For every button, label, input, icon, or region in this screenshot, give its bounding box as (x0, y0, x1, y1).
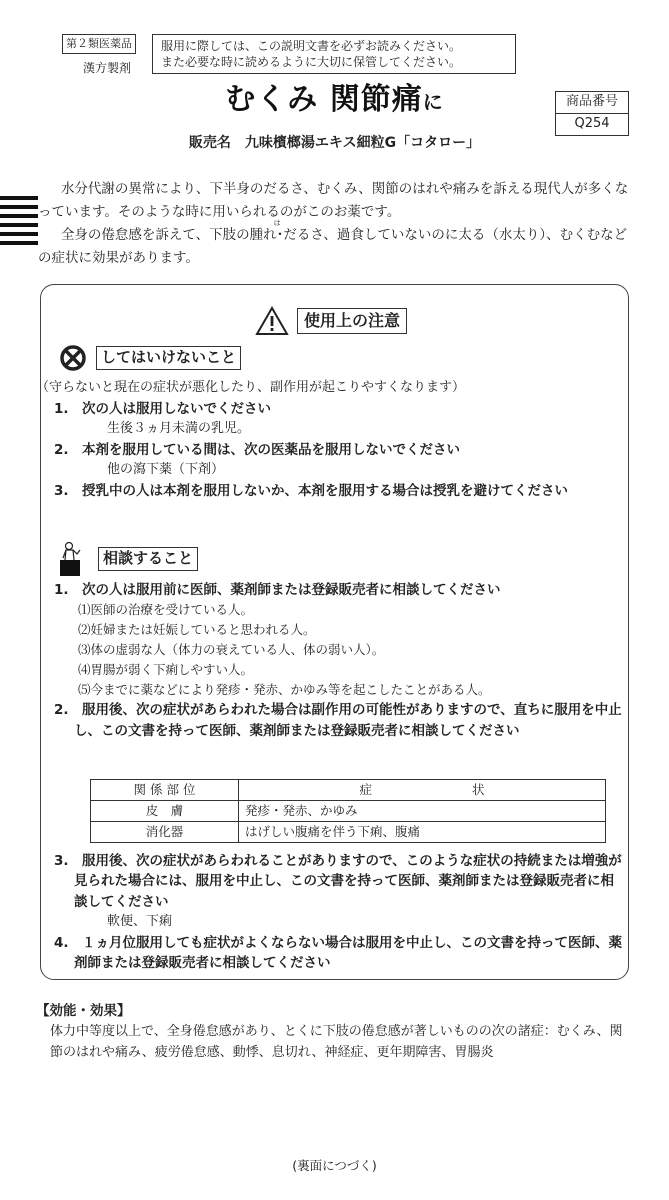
table-cell: 消化器 (91, 822, 239, 843)
sales-name-value: 九味檳榔湯エキス細粒G「コタロー」 (244, 135, 481, 151)
table-cell: 発疹・発赤、かゆみ (239, 801, 606, 822)
intro-paragraph-1: 水分代謝の異常により、下半身のだるさ、むくみ、関節のはれや痛みを訴える現代人が多くなっています。そのような時に用いられるのがこのお薬です。 (38, 181, 629, 220)
dont-item-1: 1. 次の人は服用しないでください (54, 400, 272, 417)
consult-sub-4: ⑷胃腸が弱く下痢しやすい人。 (78, 662, 254, 678)
notice-line-1: 服用に際しては、この説明文書を必ずお読みください。 (161, 39, 462, 53)
prohibition-icon (56, 345, 90, 371)
consult-sub-1: ⑴医師の治療を受けている人。 (78, 602, 254, 618)
notice-line-2: また必要な時に読めるように大切に保管してください。 (161, 55, 462, 70)
dont-item-1-detail: 生後３ヵ月未満の乳児。 (107, 421, 251, 437)
consult-item-3: 3. 服用後、次の症状があらわれることがありますので、このような症状の持続または増強が見られた場合には、服用を中止し、この文書を持って医師、薬剤師または登録販売者に相談してください (54, 853, 622, 910)
effect-heading: 【効能・効果】 (36, 1003, 131, 1019)
sales-name-label: 販売名 (188, 135, 231, 151)
caution-heading (255, 306, 407, 336)
consult-heading (58, 540, 198, 578)
table-header-row (91, 780, 606, 801)
read-notice-box (152, 34, 516, 74)
title-suffix: に (422, 90, 444, 114)
dont-item-2-detail: 他の瀉下薬（下剤） (107, 462, 225, 478)
caution-title: 使用上の注意 (297, 308, 407, 333)
consult-section (44, 580, 624, 741)
consult-item-2: 2. 服用後、次の症状があらわれた場合は副作用の可能性がありますので、直ちに服用を中止し、この文書を持って医師、薬剤師または登録販売者に相談してください (54, 702, 622, 739)
intro-paragraph-2: 全身の倦怠感を訴えて、下肢の腫 は れ･だるさ、過食していないのに太る（水太り）、むくむなどの症状に効果があります。 (38, 218, 628, 266)
sales-name (0, 133, 669, 153)
warning-triangle-icon (255, 306, 289, 336)
dont-heading (56, 345, 241, 371)
table-header-cell: 症 状 (239, 780, 606, 801)
table-cell: はげしい腹痛を伴う下痢、腹痛 (239, 822, 606, 843)
continued-note: (裏面につづく) (292, 1158, 377, 1173)
table-row (91, 822, 606, 843)
consult-item-4: 4. １ヵ月位服用しても症状がよくならない場合は服用を中止し、この文書を持って医師、薬剤師または登録販売者に相談してください (54, 934, 623, 971)
consult-item-1: 1. 次の人は服用前に医師、薬剤師または登録販売者に相談してください (54, 582, 501, 598)
table-row (91, 801, 606, 822)
consult-section-2 (44, 851, 624, 973)
product-number-box (555, 91, 629, 136)
table-cell: 皮 膚 (91, 801, 239, 822)
consult-sub-5: ⑸今までに薬などにより発疹・発赤、かゆみ等を起こしたことがある人。 (78, 682, 491, 698)
dont-item-2: 2. 本剤を服用している間は、次の医薬品を服用しないでください (54, 441, 461, 458)
product-number-label: 商品番号 (565, 94, 618, 109)
consult-item-3-detail: 軟便、下痢 (107, 913, 173, 929)
drug-category-label: 第２類医薬品 (62, 34, 136, 54)
dont-item-3: 3. 授乳中の人は本剤を服用しないか、本剤を服用する場合は授乳を避けてください (54, 482, 569, 499)
effect-body: 体力中等度以上で、全身倦怠感があり、とくに下肢の倦怠感が著しいものの次の諸症：むくみ、関節のはれや痛み、疲労倦怠感、動悸、息切れ、神経症、更年期障害、胃腸炎 (50, 1024, 623, 1060)
consult-sub-3: ⑶体の虚弱な人（体力の衰えている人、体の弱い人）。 (78, 642, 385, 658)
kampo-label: 漢方製剤 (83, 61, 132, 75)
consult-doctor-icon (58, 540, 84, 578)
consult-sub-2: ⑵妊婦または妊娠していると思われる人。 (78, 622, 316, 638)
dont-heading-label: してはいけないこと (96, 346, 241, 370)
intro-text (38, 178, 638, 270)
dont-note: （守らないと現在の症状が悪化したり、副作用が起こりやすくなります） (36, 380, 466, 395)
side-effect-table (90, 779, 606, 843)
dont-section (36, 378, 624, 501)
product-number: Q254 (556, 113, 628, 135)
table-header-cell: 関 係 部 位 (91, 780, 239, 801)
consult-heading-label: 相談すること (98, 547, 198, 571)
side-bar-marks (0, 196, 38, 250)
title-main: むくみ 関節痛 (225, 82, 423, 117)
